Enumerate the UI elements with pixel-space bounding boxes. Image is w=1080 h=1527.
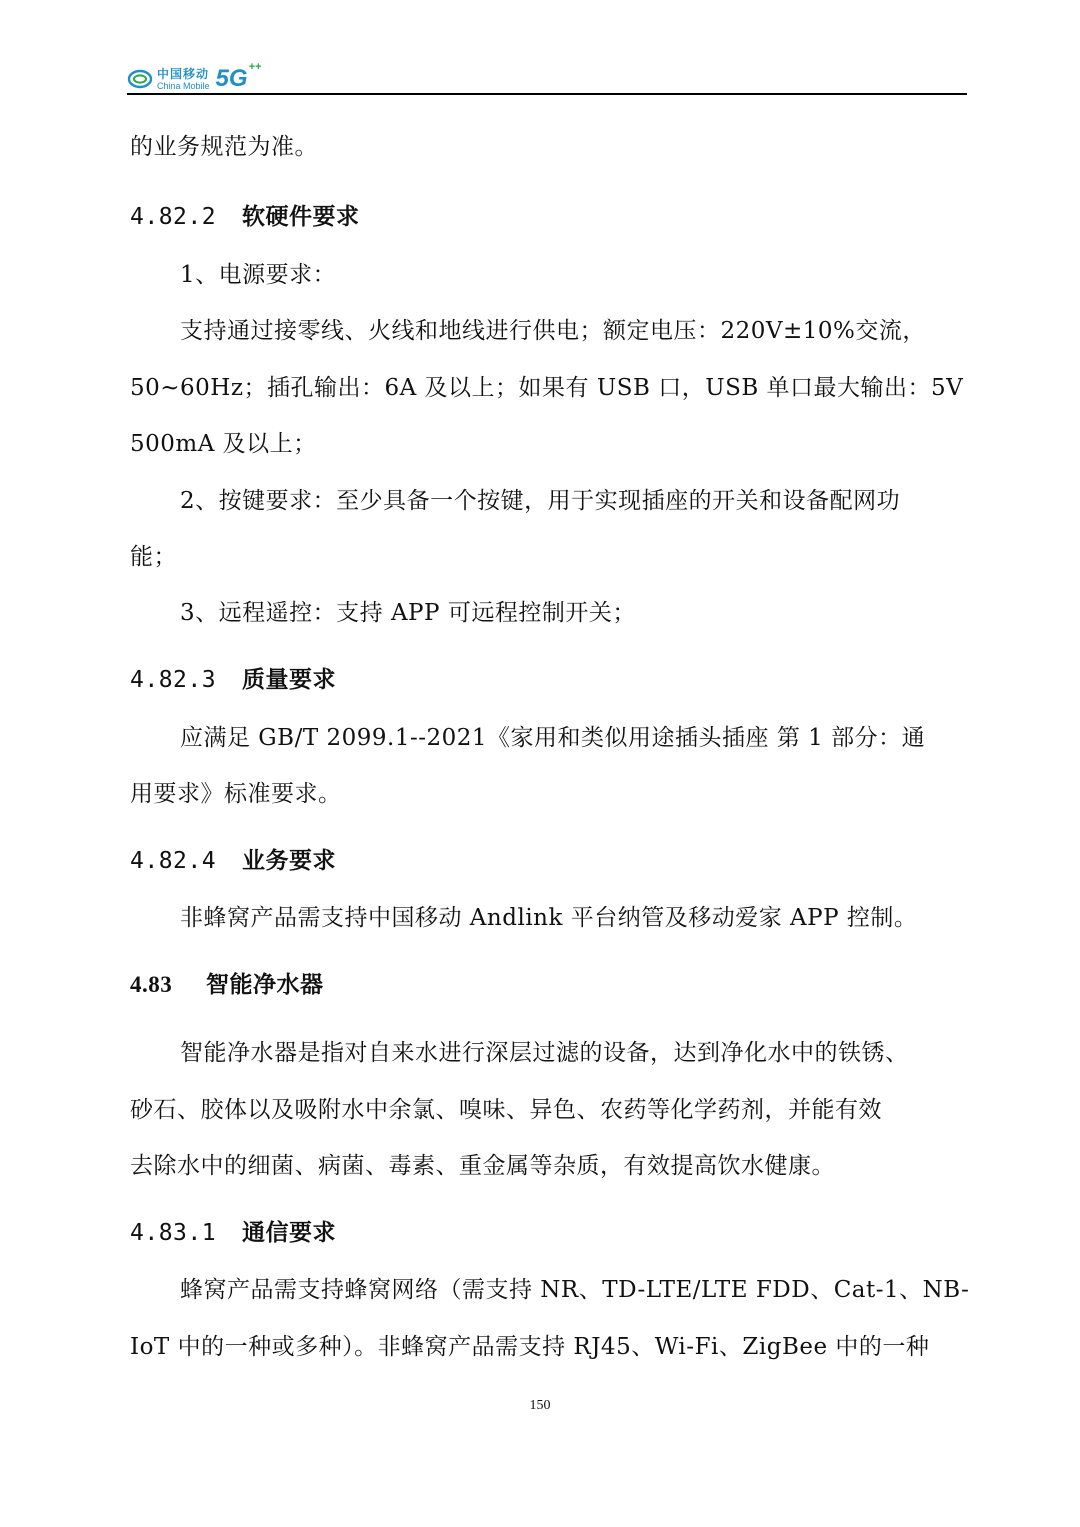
page-number: 150 [529,1398,551,1413]
section-number: 4.82.2 [130,204,217,230]
section-number: 4.83.1 [130,1220,217,1246]
section-title: 智能净水器 [206,971,324,998]
paragraph-line: 1、电源要求： [180,262,337,288]
paragraph-line: 500mA 及以上； [130,431,317,457]
logo-english-name: China Mobile [157,80,210,91]
paragraph-line: 去除水中的细菌、病菌、毒素、重金属等杂质，有效提高饮水健康。 [130,1153,835,1179]
section-heading-4-82-3 [130,661,336,694]
paragraph-line: 3、远程遥控：支持 APP 可远程控制开关； [180,600,636,626]
china-mobile-swirl-icon [127,68,153,90]
section-heading-4-82-4 [130,842,336,875]
section-number: 4.83 [130,972,173,997]
section-number: 4.82.4 [130,848,217,874]
paragraph-line: 砂石、胶体以及吸附水中余氯、嗅味、异色、农药等化学药剂，并能有效 [130,1097,882,1123]
section-heading-4-83-1 [130,1214,336,1247]
paragraph-line: 能； [130,544,177,570]
section-title: 软硬件要求 [242,203,360,230]
section-number: 4.82.3 [130,667,217,693]
paragraph-line: 应满足 GB/T 2099.1--2021《家用和类似用途插头插座 第 1 部分：通 [180,725,926,751]
logo-chinese-name: 中国移动 [157,66,210,81]
paragraph-line: 支持通过接零线、火线和地线进行供电；额定电压：220V±10%交流， [180,318,926,344]
section-title: 质量要求 [242,666,336,693]
china-mobile-logo [127,61,262,96]
section-heading-4-83 [130,966,324,999]
section-title: 通信要求 [242,1219,336,1246]
logo-5g-mark: 5G ++ [215,61,262,92]
section-title: 业务要求 [242,847,336,874]
paragraph-line: 用要求》标准要求。 [130,781,342,807]
page-header [127,58,967,98]
paragraph-line: 蜂窝产品需支持蜂窝网络（需支持 NR、TD-LTE/LTE FDD、Cat-1、NB- [180,1277,970,1303]
paragraph-line: 2、按键要求：至少具备一个按键，用于实现插座的开关和设备配网功 [180,488,901,514]
paragraph-line: 50~60Hz；插孔输出：6A 及以上；如果有 USB 口，USB 单口最大输出：5V [130,375,964,401]
paragraph-line: IoT 中的一种或多种）。非蜂窝产品需支持 RJ45、Wi-Fi、ZigBee 中的一种 [130,1334,930,1360]
header-rule [127,93,967,95]
paragraph-line: 的业务规范为准。 [130,134,318,160]
section-heading-4-82-2 [130,198,360,231]
paragraph-line: 非蜂窝产品需支持中国移动 Andlink 平台纳管及移动爱家 APP 控制。 [180,905,918,931]
paragraph-line: 智能净水器是指对自来水进行深层过滤的设备，达到净化水中的铁锈、 [180,1040,909,1066]
